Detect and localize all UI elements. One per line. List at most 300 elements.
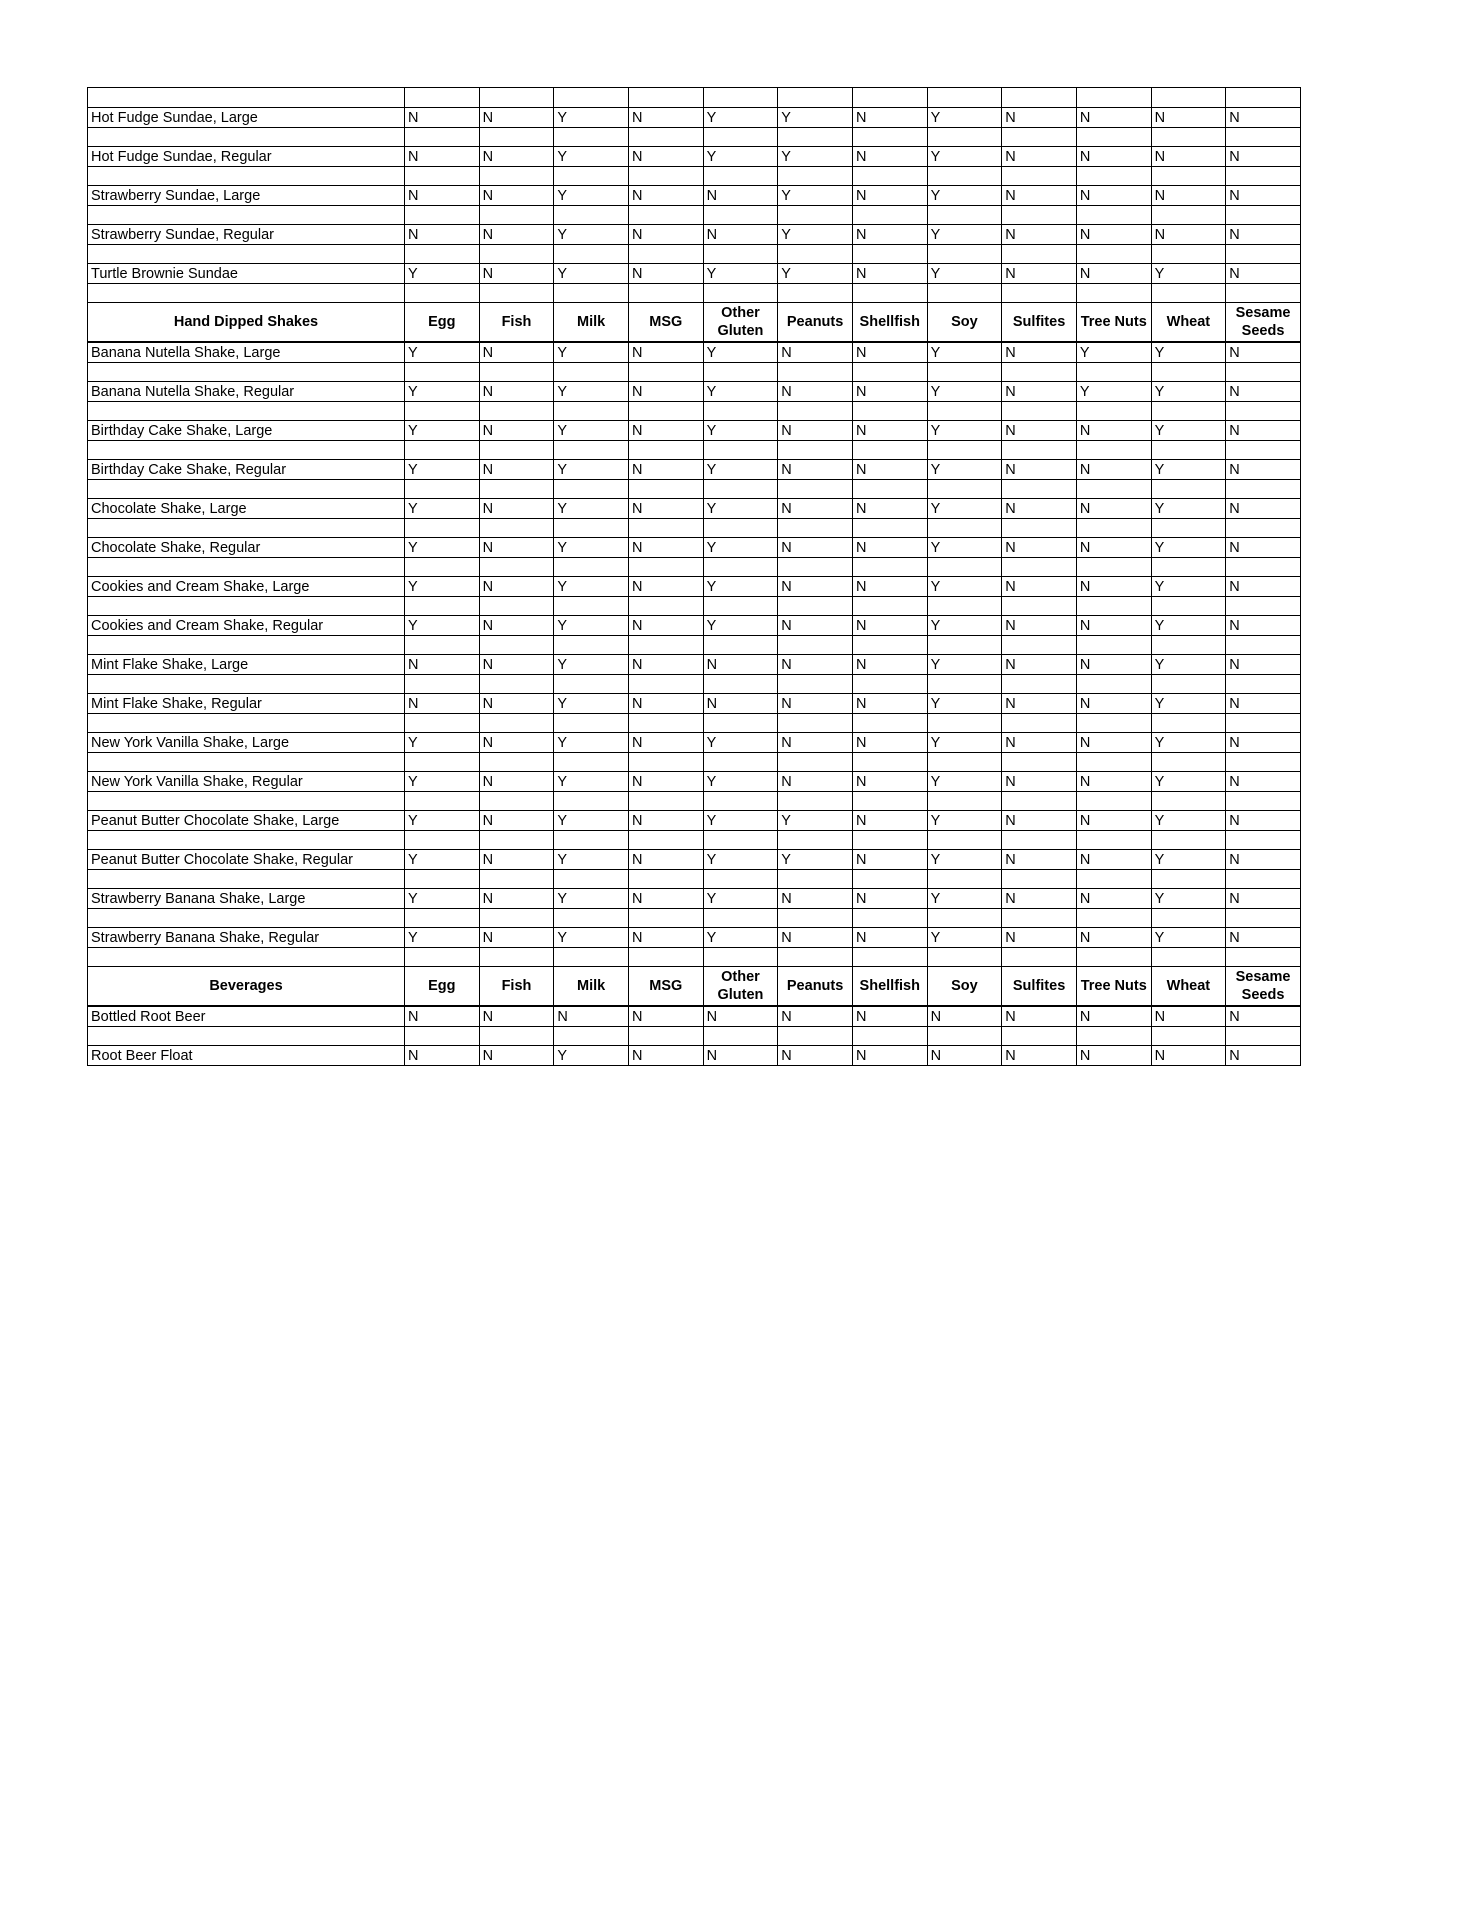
empty-cell [927,519,1002,538]
allergen-flag: N [405,225,480,245]
allergen-flag: N [703,1046,778,1066]
allergen-flag: N [1076,1046,1151,1066]
allergen-flag: N [778,382,853,402]
empty-cell [405,948,480,967]
empty-cell [554,245,629,264]
allergen-flag: N [1226,694,1301,714]
empty-cell [778,480,853,499]
empty-cell [778,831,853,850]
item-name: Cookies and Cream Shake, Regular [88,616,405,636]
column-header: Peanuts [778,967,853,1007]
spacer-row [88,753,1301,772]
item-name: Peanut Butter Chocolate Shake, Large [88,811,405,831]
allergen-flag: Y [927,382,1002,402]
column-header: Sesame Seeds [1226,303,1301,343]
allergen-flag: Y [405,811,480,831]
item-name: Strawberry Banana Shake, Large [88,889,405,909]
allergen-flag: Y [927,499,1002,519]
empty-cell [88,441,405,460]
item-name: Strawberry Sundae, Regular [88,225,405,245]
empty-cell [554,519,629,538]
allergen-flag: N [628,538,703,558]
allergen-flag: Y [1151,460,1226,480]
allergen-flag: N [479,928,554,948]
table-row [88,928,1301,948]
allergen-flag: Y [405,382,480,402]
item-name: Mint Flake Shake, Regular [88,694,405,714]
allergen-flag: Y [927,889,1002,909]
allergen-flag: N [1076,811,1151,831]
allergen-flag: N [1226,342,1301,363]
allergen-flag: Y [1151,382,1226,402]
table-row [88,225,1301,245]
empty-cell [88,480,405,499]
allergen-flag: Y [1151,694,1226,714]
allergen-flag: N [479,655,554,675]
table-row [88,147,1301,167]
empty-cell [1151,245,1226,264]
allergen-flag: N [1002,1046,1077,1066]
column-header: Milk [554,967,629,1007]
empty-cell [1002,636,1077,655]
allergen-flag: N [1002,616,1077,636]
allergen-flag: Y [554,108,629,128]
empty-cell [628,558,703,577]
allergen-flag: N [778,694,853,714]
allergen-flag: Y [554,928,629,948]
empty-cell [778,597,853,616]
allergen-flag: N [1226,147,1301,167]
empty-cell [88,402,405,421]
allergen-flag: N [479,811,554,831]
allergen-flag: N [628,382,703,402]
empty-cell [852,363,927,382]
allergen-flag: Y [703,616,778,636]
empty-cell [927,675,1002,694]
table-row [88,342,1301,363]
empty-cell [703,167,778,186]
allergen-flag: Y [778,147,853,167]
table-row [88,264,1301,284]
allergen-flag: Y [554,538,629,558]
allergen-flag: Y [927,577,1002,597]
empty-cell [554,870,629,889]
empty-cell [852,948,927,967]
allergen-flag: N [479,108,554,128]
empty-cell [88,792,405,811]
allergen-flag: N [628,850,703,870]
empty-cell [1226,167,1301,186]
allergen-flag: N [1002,382,1077,402]
empty-cell [479,636,554,655]
allergen-flag: N [1226,811,1301,831]
empty-cell [479,206,554,225]
spacer-row [88,792,1301,811]
allergen-flag: N [628,499,703,519]
allergen-flag: Y [927,460,1002,480]
column-header: Tree Nuts [1076,967,1151,1007]
allergen-flag: N [778,616,853,636]
empty-cell [852,284,927,303]
allergen-flag: N [628,616,703,636]
empty-cell [479,675,554,694]
allergen-flag: Y [703,499,778,519]
allergen-flag: Y [405,499,480,519]
spacer-row [88,948,1301,967]
allergen-flag: Y [703,147,778,167]
allergen-flag: N [1076,577,1151,597]
allergen-flag: N [1226,733,1301,753]
empty-cell [703,909,778,928]
empty-cell [852,1027,927,1046]
item-name: Root Beer Float [88,1046,405,1066]
item-name: Strawberry Banana Shake, Regular [88,928,405,948]
empty-cell [1151,831,1226,850]
table-row [88,421,1301,441]
allergen-flag: Y [405,538,480,558]
empty-cell [405,128,480,147]
empty-cell [852,831,927,850]
empty-cell [778,1027,853,1046]
empty-cell [1226,870,1301,889]
allergen-flag: N [852,889,927,909]
allergen-flag: N [1226,655,1301,675]
empty-cell [1002,831,1077,850]
empty-cell [778,519,853,538]
item-name: Mint Flake Shake, Large [88,655,405,675]
allergen-flag: Y [1151,577,1226,597]
item-name: Turtle Brownie Sundae [88,264,405,284]
spacer-row [88,714,1301,733]
allergen-flag: Y [554,616,629,636]
empty-cell [628,441,703,460]
allergen-flag: Y [927,538,1002,558]
empty-cell [554,831,629,850]
allergen-flag: N [1076,186,1151,206]
allergen-flag: N [1076,421,1151,441]
empty-cell [1226,831,1301,850]
empty-cell [479,1027,554,1046]
empty-cell [703,480,778,499]
empty-cell [1226,909,1301,928]
empty-cell [88,753,405,772]
allergen-flag: Y [554,733,629,753]
allergen-flag: N [1076,1006,1151,1027]
empty-cell [1226,675,1301,694]
empty-cell [1002,284,1077,303]
empty-cell [927,363,1002,382]
empty-cell [1076,128,1151,147]
allergen-flag: N [1226,499,1301,519]
empty-cell [1002,167,1077,186]
allergen-flag: N [628,108,703,128]
empty-cell [479,480,554,499]
allergen-flag: Y [927,850,1002,870]
allergen-flag: N [1002,772,1077,792]
empty-cell [927,284,1002,303]
table-row [88,616,1301,636]
table-row [88,889,1301,909]
allergen-flag: N [778,499,853,519]
allergen-flag: Y [778,264,853,284]
empty-cell [1226,636,1301,655]
allergen-flag: N [1226,577,1301,597]
allergen-flag: N [1076,850,1151,870]
allergen-flag: N [405,1006,480,1027]
allergen-flag: N [405,186,480,206]
allergen-flag: Y [1151,421,1226,441]
empty-cell [778,792,853,811]
allergen-flag: N [1151,147,1226,167]
empty-cell [405,597,480,616]
allergen-flag: Y [405,460,480,480]
empty-cell [927,753,1002,772]
empty-cell [1002,245,1077,264]
empty-cell [852,88,927,108]
allergen-flag: N [628,460,703,480]
allergen-flag: N [778,577,853,597]
allergen-flag: N [1226,889,1301,909]
allergen-flag: N [405,108,480,128]
empty-cell [479,363,554,382]
empty-cell [88,245,405,264]
spacer-row [88,480,1301,499]
allergen-flag: N [1226,382,1301,402]
empty-cell [405,831,480,850]
allergen-flag: N [628,225,703,245]
empty-cell [88,558,405,577]
empty-cell [778,402,853,421]
empty-cell [852,909,927,928]
allergen-flag: N [778,342,853,363]
empty-cell [88,948,405,967]
table-row [88,694,1301,714]
empty-cell [852,597,927,616]
allergen-flag: N [479,616,554,636]
empty-cell [1076,558,1151,577]
empty-cell [554,597,629,616]
empty-cell [554,1027,629,1046]
empty-cell [778,909,853,928]
empty-cell [1002,870,1077,889]
item-name: Banana Nutella Shake, Large [88,342,405,363]
empty-cell [703,88,778,108]
empty-cell [1151,206,1226,225]
item-name: New York Vanilla Shake, Large [88,733,405,753]
allergen-flag: N [479,147,554,167]
empty-cell [703,714,778,733]
empty-cell [778,714,853,733]
allergen-flag: N [628,811,703,831]
empty-cell [88,870,405,889]
empty-cell [1076,870,1151,889]
allergen-flag: N [1226,460,1301,480]
allergen-flag: N [1002,421,1077,441]
allergen-flag: N [1076,460,1151,480]
empty-cell [1151,558,1226,577]
empty-cell [703,675,778,694]
allergen-flag: N [1226,225,1301,245]
empty-cell [554,167,629,186]
allergen-flag: N [479,1006,554,1027]
allergen-flag: N [628,1006,703,1027]
allergen-flag: N [405,1046,480,1066]
empty-cell [927,245,1002,264]
empty-cell [778,245,853,264]
empty-cell [1151,519,1226,538]
allergen-flag: Y [1151,889,1226,909]
allergen-flag: Y [554,147,629,167]
empty-cell [852,675,927,694]
empty-cell [703,597,778,616]
empty-cell [628,792,703,811]
allergen-flag: Y [554,694,629,714]
empty-cell [479,284,554,303]
allergen-flag: N [1002,499,1077,519]
allergen-flag: Y [554,889,629,909]
allergen-flag: N [852,733,927,753]
allergen-flag: Y [778,850,853,870]
allergen-flag: Y [405,342,480,363]
empty-cell [1151,402,1226,421]
allergen-flag: N [778,928,853,948]
allergen-flag: N [927,1046,1002,1066]
empty-cell [927,870,1002,889]
empty-cell [1226,402,1301,421]
empty-cell [554,206,629,225]
allergen-flag: Y [778,225,853,245]
allergen-flag: N [479,694,554,714]
item-name: Cookies and Cream Shake, Large [88,577,405,597]
empty-cell [852,558,927,577]
empty-cell [1002,753,1077,772]
empty-cell [1076,714,1151,733]
empty-cell [703,1027,778,1046]
empty-cell [405,909,480,928]
empty-cell [1226,792,1301,811]
table-row [88,382,1301,402]
allergen-flag: N [628,421,703,441]
allergen-flag: Y [554,772,629,792]
empty-cell [1226,206,1301,225]
empty-cell [1226,441,1301,460]
table-row [88,108,1301,128]
allergen-flag: Y [405,928,480,948]
allergen-flag: Y [405,421,480,441]
empty-cell [88,284,405,303]
allergen-flag: N [479,1046,554,1066]
empty-cell [1076,948,1151,967]
allergen-flag: Y [703,460,778,480]
allergen-flag: Y [1151,772,1226,792]
empty-cell [1002,597,1077,616]
allergen-flag: N [703,694,778,714]
allergen-flag: Y [703,538,778,558]
table-row [88,499,1301,519]
item-name: Birthday Cake Shake, Regular [88,460,405,480]
empty-cell [852,480,927,499]
allergen-flag: N [479,499,554,519]
section-title: Hand Dipped Shakes [88,303,405,343]
allergen-flag: N [628,342,703,363]
allergen-flag: Y [703,772,778,792]
column-header: Sulfites [1002,967,1077,1007]
empty-cell [405,675,480,694]
empty-cell [927,636,1002,655]
allergen-flag: N [1226,850,1301,870]
empty-cell [1151,597,1226,616]
empty-cell [927,714,1002,733]
allergen-flag: Y [927,655,1002,675]
empty-cell [88,675,405,694]
allergen-flag: N [1002,733,1077,753]
allergen-flag: Y [1151,499,1226,519]
column-header: Shellfish [852,967,927,1007]
allergen-flag: Y [554,499,629,519]
empty-cell [405,88,480,108]
empty-cell [88,831,405,850]
empty-cell [405,480,480,499]
spacer-row [88,363,1301,382]
allergen-flag: N [628,694,703,714]
empty-cell [405,636,480,655]
empty-cell [628,714,703,733]
empty-cell [628,831,703,850]
allergen-flag: N [1151,1006,1226,1027]
empty-cell [1226,245,1301,264]
allergen-flag: Y [927,186,1002,206]
column-header: MSG [628,967,703,1007]
allergen-flag: Y [554,342,629,363]
allergen-flag: N [778,1006,853,1027]
empty-cell [1002,363,1077,382]
spacer-row [88,167,1301,186]
empty-cell [88,167,405,186]
allergen-flag: N [479,382,554,402]
allergen-flag: N [1002,928,1077,948]
allergen-flag: N [1002,108,1077,128]
allergen-flag: N [1002,811,1077,831]
allergen-flag: N [479,264,554,284]
empty-cell [1076,909,1151,928]
column-header: Soy [927,967,1002,1007]
allergen-flag: Y [703,382,778,402]
empty-cell [1002,675,1077,694]
allergen-flag: N [852,1046,927,1066]
allergen-flag: N [1076,538,1151,558]
empty-cell [479,831,554,850]
empty-cell [479,714,554,733]
empty-cell [927,831,1002,850]
empty-cell [405,714,480,733]
allergen-flag: N [852,772,927,792]
empty-cell [628,167,703,186]
empty-cell [1002,792,1077,811]
allergen-flag: N [1002,889,1077,909]
empty-cell [88,128,405,147]
allergen-flag: Y [554,577,629,597]
allergen-flag: N [1076,264,1151,284]
empty-cell [1002,909,1077,928]
item-name: Bottled Root Beer [88,1006,405,1027]
empty-cell [88,1027,405,1046]
allergen-flag: N [852,655,927,675]
allergen-flag: N [852,538,927,558]
empty-cell [703,402,778,421]
empty-cell [88,909,405,928]
allergen-flag: N [628,733,703,753]
spacer-row [88,636,1301,655]
